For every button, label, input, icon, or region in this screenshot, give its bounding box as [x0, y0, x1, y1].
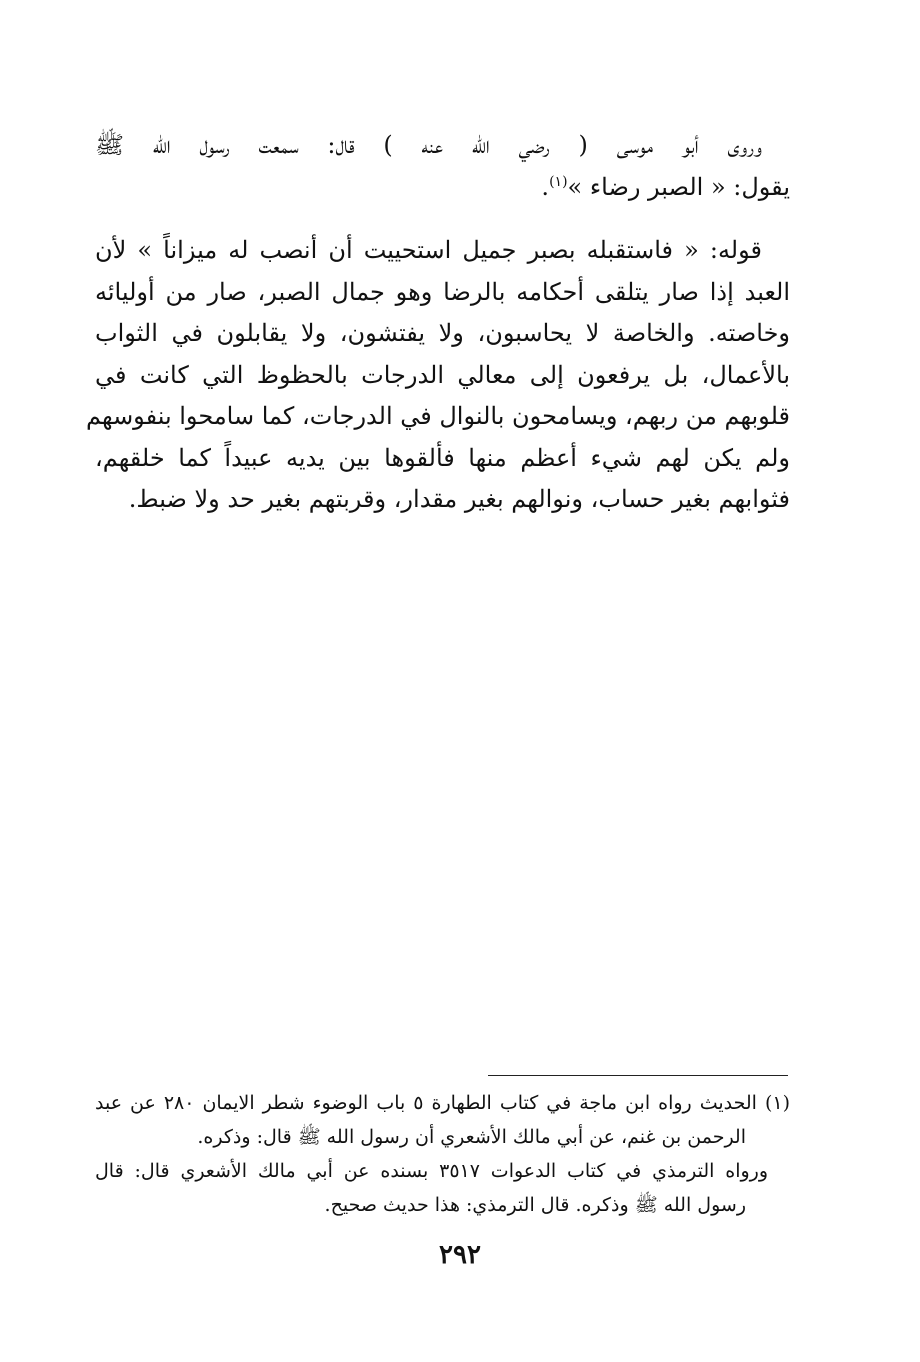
- paragraph-line: قوله: « فاستقبله بصبر جميل استحييت أن أنصب له ميزاناً » لأن: [95, 236, 762, 264]
- footnote-line: رسول الله ﷺ وذكره. قال الترمذي: هذا حديث صحيح.: [324, 1194, 746, 1216]
- paragraph-line-with-footnote: يقول: « الصبر رضاء »$^{(١)}$.: [541, 172, 790, 201]
- paragraph-commentary: [86, 230, 790, 521]
- footnote-line: الرحمن بن غنم، عن أبي مالك الأشعري أن رسول الله ﷺ قال: وذكره.: [197, 1126, 746, 1148]
- paragraph-hadith: [95, 125, 790, 208]
- paragraph-line: ولم يكن لهم شيء أعظم منها فألقوها بين يديه عبيداً كما خلقهم،: [95, 443, 790, 472]
- footnote-marker[interactable]: (١): [549, 173, 568, 190]
- paragraph-line: فثوابهم بغير حساب، ونوالهم بغير مقدار، وقربتهم بغير حد ولا ضبط.: [128, 485, 790, 513]
- paragraph-line: العبد إذا صار يتلقى أحكامه بالرضا وهو جمال الصبر، صار من أوليائه: [95, 277, 790, 306]
- paragraph-line: بالأعمال، بل يرفعون إلى معالي الدرجات بالحظوظ التي كانت في: [95, 360, 790, 389]
- paragraph-line: وخاصته. والخاصة لا يحاسبون، ولا يفتشون، ولا يقابلون في الثواب: [95, 319, 790, 347]
- footnote-line: ورواه الترمذي في كتاب الدعوات ٣٥١٧ بسنده عن أبي مالك الأشعري قال: قال: [95, 1160, 768, 1182]
- page-number: ٢٩٢: [439, 1240, 481, 1270]
- paragraph-line-text: يقول: « الصبر رضاء »: [567, 172, 790, 201]
- footnotes: [95, 1086, 790, 1222]
- paragraph-line: وروى أبو موسى ( رضي الله عنه ) قال: سمعت رسول الله ﷺ: [95, 131, 762, 159]
- paragraph-line: قلوبهم من ربهم، ويسامحون بالنوال في الدرجات، كما سامحوا بنفوسهم: [86, 402, 790, 430]
- footnote-line: (١) الحديث رواه ابن ماجة في كتاب الطهارة ٥ باب الوضوء شطر الايمان ٢٨٠ عن عبد: [95, 1092, 790, 1114]
- footnote-divider: [488, 1075, 788, 1076]
